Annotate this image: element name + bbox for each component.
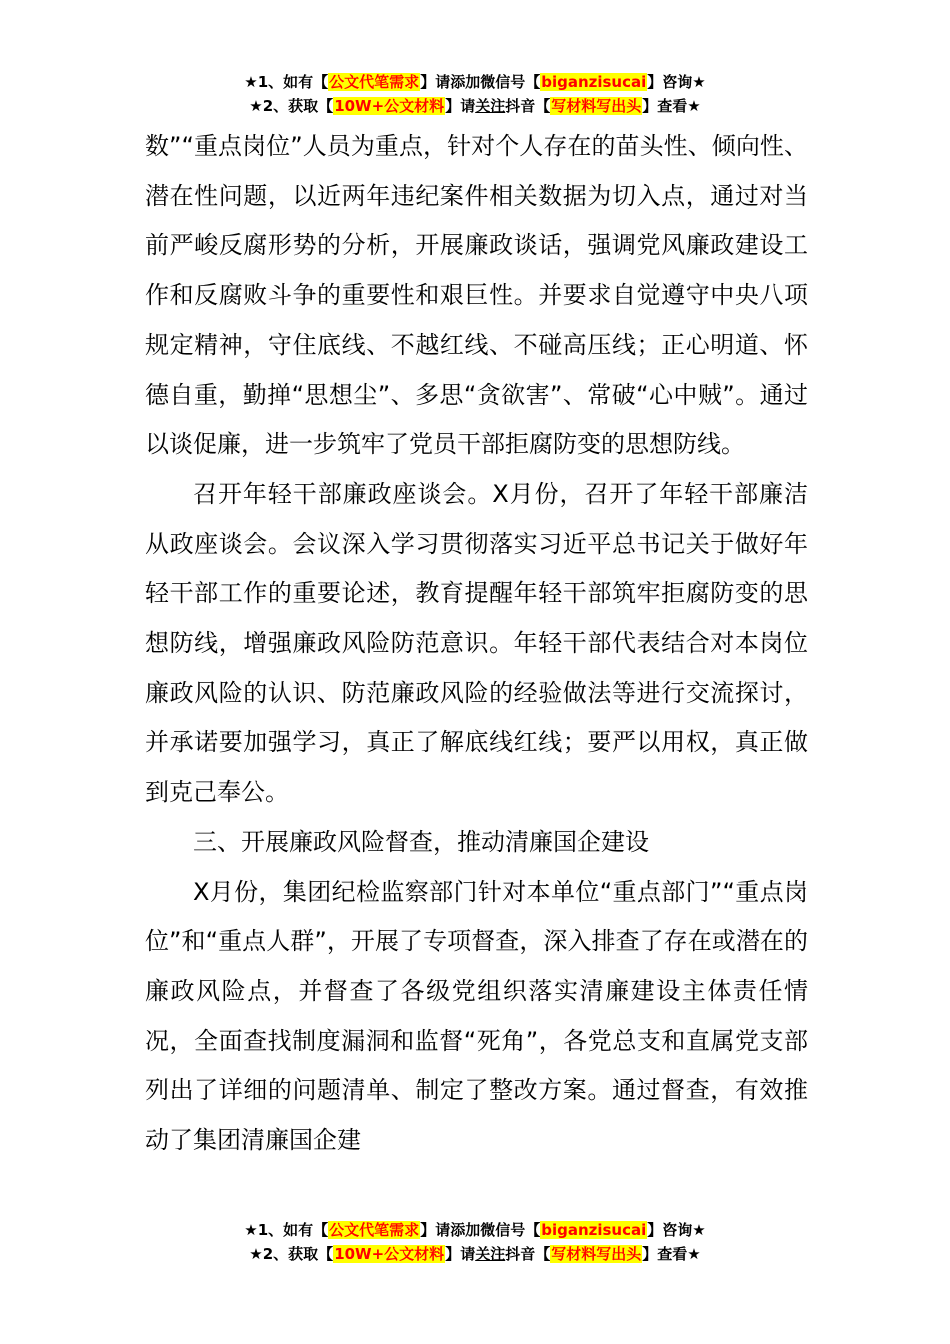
banner-text: 抖音【 [505,1245,551,1263]
header-banner [0,70,950,118]
banner-text: ★2、获取【 [249,1245,334,1263]
banner-line-2 [0,94,950,118]
banner-line-2 [0,1242,950,1266]
banner-highlight: 公文代笔需求 [329,1221,420,1239]
banner-highlight: 10W+公文材料 [334,1245,445,1263]
paragraph-2: 召开年轻干部廉政座谈会。X月份，召开了年轻干部廉洁从政座谈会。会议深入学习贯彻落实习近平总书记关于做好年轻干部工作的重要论述，教育提醒年轻干部筑牢拒腐防变的思想防线，增强廉政风险防范意识。年轻干部代表结合对本岗位廉政风险的认识、防范廉政风险的经验做法等进行交流探讨，并承诺要加强学习，真正了解底线红线；要严以用权，真正做到克己奉公。 [145,479,808,807]
banner-highlight: 10W+公文材料 [334,97,445,115]
section-heading: 三、开展廉政风险督查，推动清廉国企建设 [193,827,649,856]
banner-highlight: 公文代笔需求 [329,73,420,91]
banner-text: 】查看★ [642,97,701,115]
banner-text: 】请添加微信号【 [420,1221,541,1239]
banner-text: ★1、如有【 [244,1221,329,1239]
banner-highlight: 写材料写出头 [551,97,642,115]
banner-text: 】查看★ [642,1245,701,1263]
banner-highlight: biganzisucai [541,73,647,91]
banner-text: 】请 [445,97,476,115]
paragraph-3: X月份，集团纪检监察部门针对本单位“重点部门”“重点岗位”和“重点人群”，开展了专项督查，深入排查了存在或潜在的廉政风险点，并督查了各级党组织落实清廉建设主体责任情况，全面查找制度漏洞和监督“死角”，各党总支和直属党支部列出了详细的问题清单、制定了整改方案。通过督查，有效推动了集团清廉国企建 [145,877,808,1155]
banner-text: 】咨询★ [647,1221,706,1239]
banner-line-1 [0,1218,950,1242]
banner-text: 】请添加微信号【 [420,73,541,91]
document-body [145,122,808,1166]
paragraph-1: 数”“重点岗位”人员为重点，针对个人存在的苗头性、倾向性、潜在性问题，以近两年违纪案件相关数据为切入点，通过对当前严峻反腐形势的分析，开展廉政谈话，强调党风廉政建设工作和反腐败斗争的重要性和艰巨性。并要求自觉遵守中央八项规定精神，守住底线、不越红线、不碰高压线；正心明道、怀德自重，勤掸“思想尘”、多思“贪欲害”、常破“心中贼”。通过以谈促廉，进一步筑牢了党员干部拒腐防变的思想防线。 [145,132,808,459]
banner-text: 抖音【 [505,97,551,115]
banner-highlight: biganzisucai [541,1221,647,1239]
banner-underlined: 关注 [475,97,506,115]
banner-underlined: 关注 [475,1245,506,1263]
banner-text: ★2、获取【 [249,97,334,115]
banner-line-1 [0,70,950,94]
banner-text: ★1、如有【 [244,73,329,91]
banner-highlight: 写材料写出头 [551,1245,642,1263]
banner-text: 】请 [445,1245,476,1263]
banner-text: 】咨询★ [647,73,706,91]
footer-banner [0,1218,950,1266]
